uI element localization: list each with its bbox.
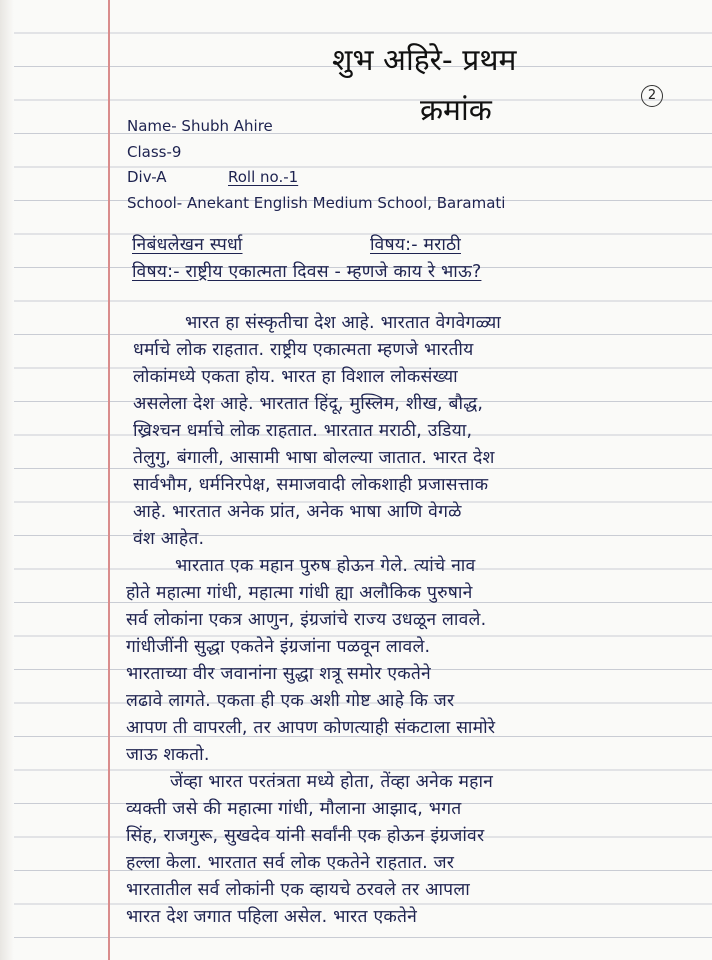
student-division: Div-A bbox=[127, 168, 167, 186]
essay-line: गांधीजींनी सुद्धा एकतेने इंग्रजांना पळवून लावले. bbox=[126, 637, 431, 657]
essay-line: जाऊ शकतो. bbox=[126, 745, 210, 765]
essay-topic: विषय:- राष्ट्रीय एकात्मता दिवस - म्हणजे काय रे भाऊ? bbox=[132, 262, 482, 282]
student-name: Name- Shubh Ahire bbox=[127, 117, 273, 135]
heading-rank: क्रमांक bbox=[420, 93, 492, 128]
essay-line: आहे. भारतात अनेक प्रांत, अनेक भाषा आणि वेगळे bbox=[133, 502, 462, 522]
essay-line: होते महात्मा गांधी, महात्मा गांधी ह्या अलौकिक पुरुषाने bbox=[126, 583, 473, 603]
essay-line: भारतात एक महान पुरुष होऊन गेले. त्यांचे नाव bbox=[175, 556, 476, 576]
essay-line: सार्वभौम, धर्मनिरपेक्ष, समाजवादी लोकशाही प्रजासत्ताक bbox=[133, 475, 489, 495]
competition-subject: विषय:- मराठी bbox=[370, 235, 461, 255]
essay-line: वंश आहेत. bbox=[133, 529, 205, 549]
essay-line: भारतातील सर्व लोकांनी एक व्हायचे ठरवले तर आपला bbox=[126, 880, 470, 900]
student-school: School- Anekant English Medium School, Baramati bbox=[127, 194, 506, 212]
page-number: 2 bbox=[641, 85, 663, 107]
essay-line: सिंह, राजगुरू, सुखदेव यांनी सर्वांनी एक होऊन इंग्रजांवर bbox=[126, 826, 485, 846]
essay-line: धर्माचे लोक राहतात. राष्ट्रीय एकात्मता म्हणजे भारतीय bbox=[133, 340, 474, 360]
essay-line: लोकांमध्ये एकता होय. भारत हा विशाल लोकसंख्या bbox=[133, 367, 458, 387]
essay-line: जेंव्हा भारत परतंत्रता मध्ये होता, तेंव्हा अनेक महान bbox=[170, 772, 494, 792]
essay-line: आपण ती वापरली, तर आपण कोणत्याही संकटाला सामोरे bbox=[126, 718, 496, 738]
essay-line: व्यक्ती जसे की महात्मा गांधी, मौलाना आझाद, भगत bbox=[126, 799, 462, 819]
heading-name: शुभ अहिरे- प्रथम bbox=[332, 43, 517, 78]
essay-line: तेलुगु, बंगाली, आसामी भाषा बोलल्या जातात. भारत देश bbox=[133, 448, 495, 468]
essay-line: असलेला देश आहे. भारतात हिंदू, मुस्लिम, शीख, बौद्ध, bbox=[133, 394, 484, 414]
page-edge bbox=[0, 0, 14, 960]
essay-line: भारत हा संस्कृतीचा देश आहे. भारतात वेगवेगळ्या bbox=[185, 313, 501, 333]
student-class: Class-9 bbox=[127, 143, 182, 161]
essay-line: ख्रिश्चन धर्माचे लोक राहतात. भारतात मराठी, उडिया, bbox=[133, 421, 473, 441]
essay-line: लढावे लागते. एकता ही एक अशी गोष्ट आहे कि जर bbox=[126, 691, 455, 711]
competition-label: निबंधलेखन स्पर्धा bbox=[132, 235, 243, 255]
essay-line: सर्व लोकांना एकत्र आणुन, इंग्रजांचे राज्य उधळून लावले. bbox=[126, 610, 487, 630]
essay-line: भारत देश जगात पहिला असेल. भारत एकतेने bbox=[126, 907, 418, 927]
student-roll: Roll no.-1 bbox=[228, 168, 299, 186]
essay-line: भारताच्या वीर जवानांना सुद्धा शत्रू समोर एकतेने bbox=[126, 664, 431, 684]
essay-line: हल्ला केला. भारतात सर्व लोक एकतेने राहतात. जर bbox=[126, 853, 455, 873]
